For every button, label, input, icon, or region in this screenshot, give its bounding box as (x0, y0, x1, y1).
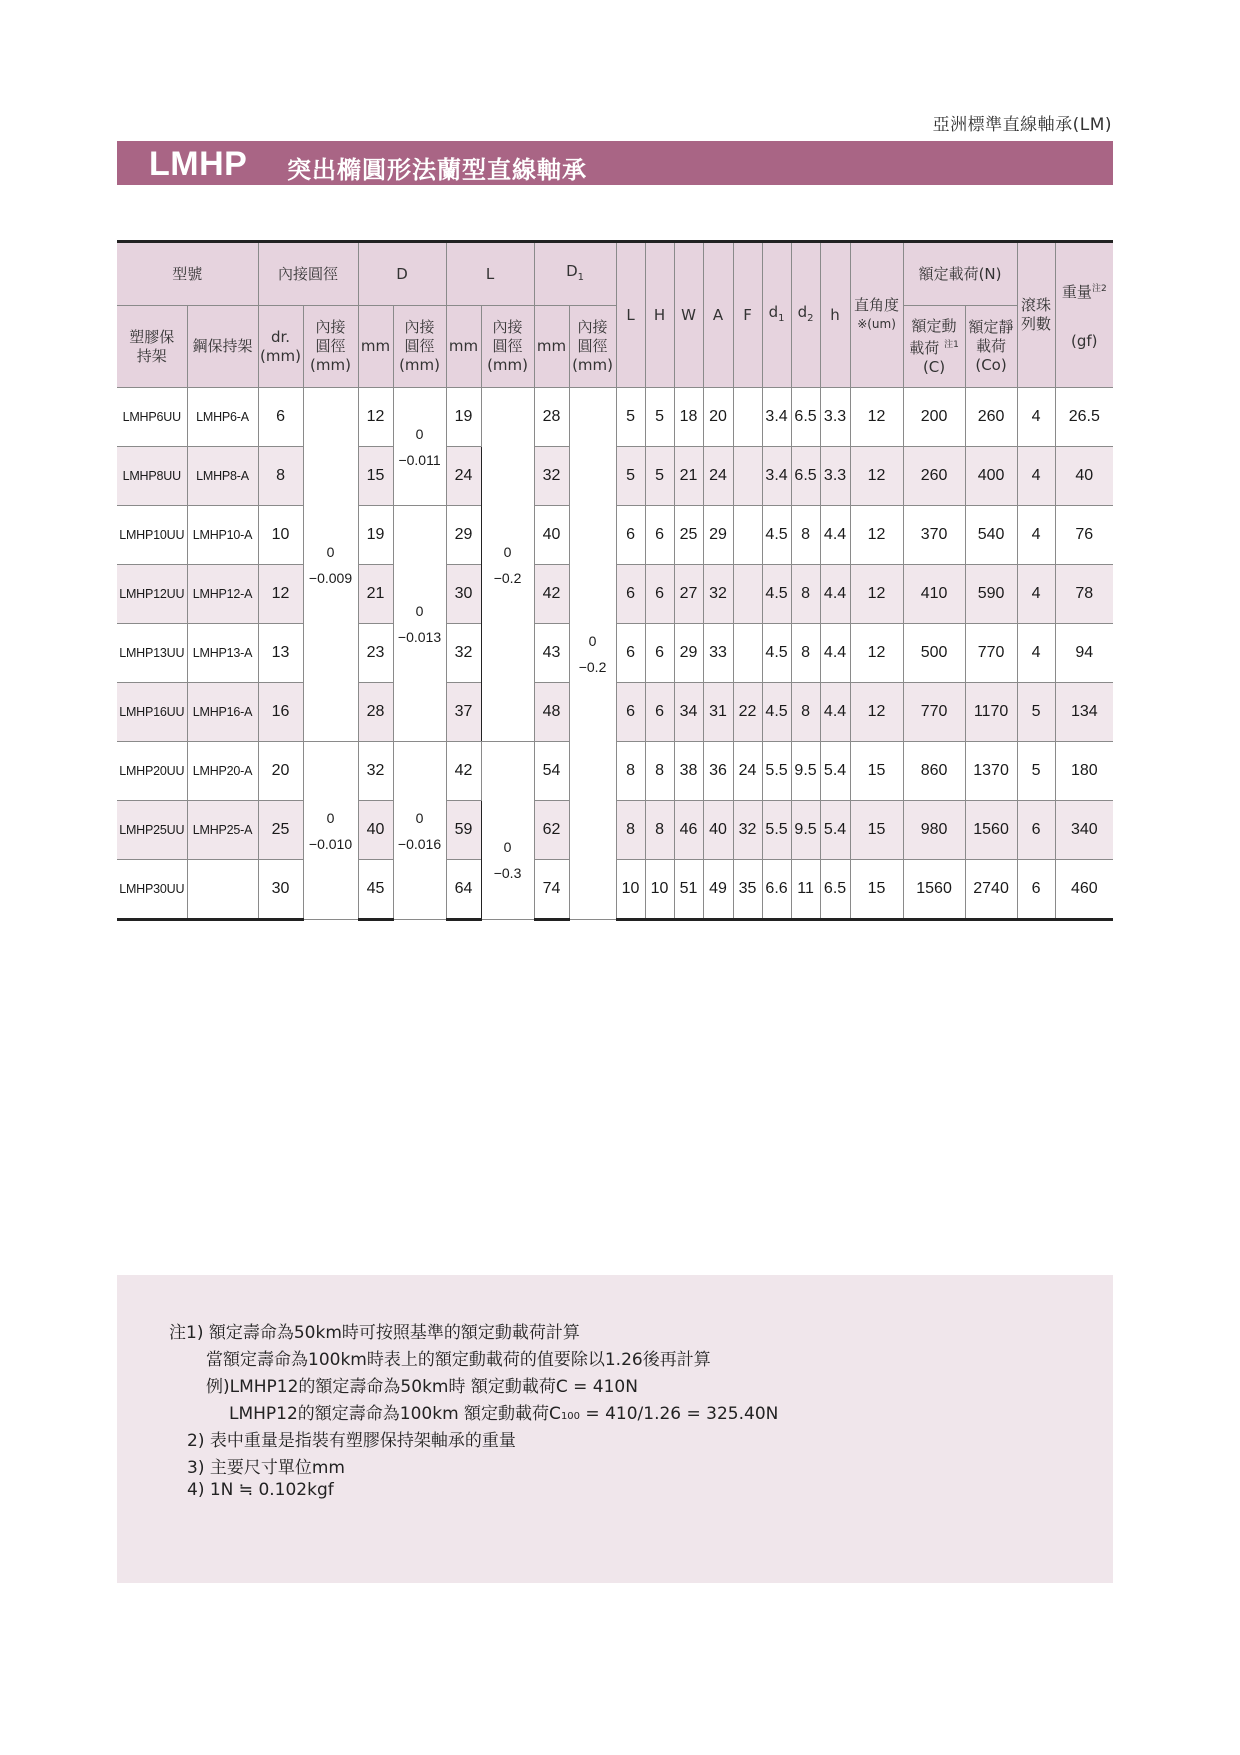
title-banner (117, 141, 1113, 185)
product-code: LMHP (149, 145, 248, 183)
product-title: 突出橢圓形法蘭型直線軸承 (287, 156, 587, 184)
table-row: LMHP20UU LMHP20-A 20 0 −0.010 32 0 −0.016 42 0 −0.3 54 8 8 38 36 24 5.5 9.5 5.4 15 860 1370 5 180 (117, 742, 1113, 801)
header-L-tol: 內接 圓徑 (mm) (481, 306, 534, 388)
D-tolerance: 0 −0.011 (393, 388, 446, 506)
note-1-line-1: 注1) 額定壽命為50km時可按照基準的額定動載荷計算 (169, 1323, 580, 1343)
note-1-line-2: 當額定壽命為100km時表上的額定動載荷的值要除以1.26後再計算 (206, 1350, 711, 1370)
note-4: 4) 1N ≒ 0.102kgf (187, 1480, 334, 1500)
notes-panel (117, 1275, 1113, 1583)
header-H: H (645, 242, 674, 388)
D-tolerance: 0 −0.013 (393, 506, 446, 742)
header-L-mm: mm (446, 306, 481, 388)
note-1-line-4: LMHP12的額定壽命為100km 額定動載荷C100 = 410/1.26 = 325.40N (229, 1404, 779, 1424)
series-label: 亞洲標準直線軸承(LM) (932, 115, 1112, 135)
header-D1-tol: 內接 圓徑 (mm) (569, 306, 616, 388)
header-weight: 重量$^{注2}$ (gf) (1055, 242, 1113, 388)
dr-tolerance: 0 −0.009 (303, 388, 358, 742)
table-row: LMHP8UU LMHP8-A 8 15 24 32 5 5 21 24 3.4 6.5 3.3 12 260 400 4 40 (117, 447, 1113, 506)
L-tolerance: 0 −0.2 (481, 388, 534, 742)
header-model-steel: 鋼保持架 (187, 306, 258, 388)
header-D1-mm: mm (534, 306, 569, 388)
header-d1: $d_1$ (762, 242, 791, 388)
header-L: L (616, 242, 645, 388)
table-row: LMHP10UU LMHP10-A 10 19 0 −0.013 29 40 6 6 25 29 4.5 8 4.4 12 370 540 4 76 (117, 506, 1113, 565)
table-row: LMHP6UU LMHP6-A 6 0 −0.009 12 0 −0.011 19 0 −0.2 28 0 −0.2 5 5 18 20 3.4 6.5 3.3 12 200 260 4 26.5 (117, 388, 1113, 447)
header-h: h (820, 242, 850, 388)
table-row: LMHP12UU LMHP12-A 12 21 30 42 6 6 27 32 4.5 8 4.4 12 410 590 4 78 (117, 565, 1113, 624)
D-tolerance: 0 −0.016 (393, 742, 446, 920)
note-2: 2) 表中重量是指裝有塑膠保持架軸承的重量 (187, 1431, 516, 1451)
header-model: 型號 (117, 242, 258, 306)
header-rated-load: 額定載荷(N) (903, 242, 1017, 306)
header-D-mm: mm (358, 306, 393, 388)
header-inscribed: 內接圓徑 (258, 242, 358, 306)
header-dr: dr. (mm) (258, 306, 303, 388)
header-D-tol: 內接 圓徑 (mm) (393, 306, 446, 388)
table-row: LMHP13UU LMHP13-A 13 23 32 43 6 6 29 33 4.5 8 4.4 12 500 770 4 94 (117, 624, 1113, 683)
header-L-group: L (446, 242, 534, 306)
header-d2: $d_2$ (791, 242, 820, 388)
table-row: LMHP25UU LMHP25-A 25 40 59 62 8 8 46 40 32 5.5 9.5 5.4 15 980 1560 6 340 (117, 801, 1113, 860)
header-D: D (358, 242, 446, 306)
header-static-load: 額定靜 載荷 (Co) (965, 306, 1017, 388)
note-3: 3) 主要尺寸單位mm (187, 1458, 345, 1478)
L-tolerance: 0 −0.3 (481, 742, 534, 920)
note-1-line-3: 例)LMHP12的額定壽命為50km時 額定動載荷C = 410N (206, 1377, 638, 1397)
header-W: W (674, 242, 703, 388)
header-F: F (733, 242, 762, 388)
header-perpendicularity: 直角度 ※(um) (850, 242, 903, 388)
table-row: LMHP30UU 30 45 64 74 10 10 51 49 35 6.6 11 6.5 15 1560 2740 6 460 (117, 860, 1113, 920)
dr-tolerance: 0 −0.010 (303, 742, 358, 920)
header-A: A (703, 242, 733, 388)
table-row: LMHP16UU LMHP16-A 16 28 37 48 6 6 34 31 22 4.5 8 4.4 12 770 1170 5 134 (117, 683, 1113, 742)
D1-tolerance: 0 −0.2 (569, 388, 616, 920)
header-ball-rows: 滾珠 列數 (1017, 242, 1055, 388)
spec-table (117, 240, 1113, 921)
header-dynamic-load: 額定動 載荷 $^{注1}$ (C) (903, 306, 965, 388)
header-dr-tol: 內接 圓徑 (mm) (303, 306, 358, 388)
header-D1: $D_1$ (534, 242, 616, 306)
header-model-plastic: 塑膠保 持架 (117, 306, 187, 388)
